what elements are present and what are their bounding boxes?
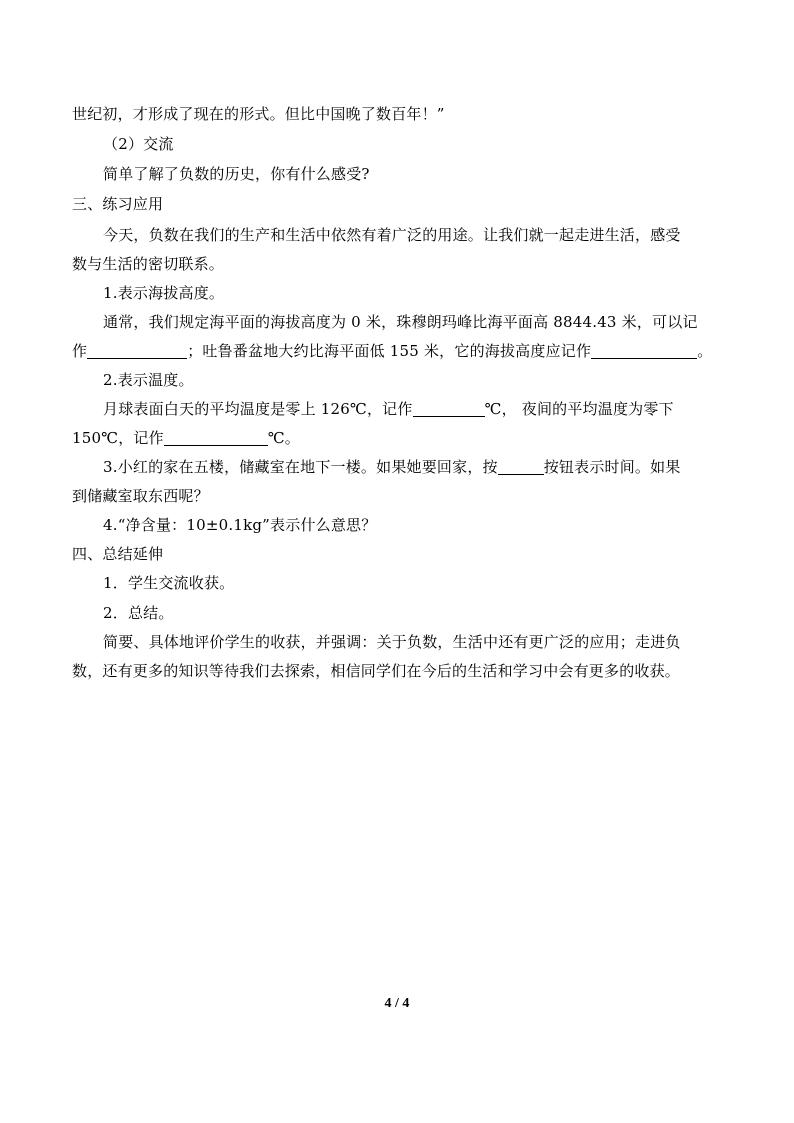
- paragraph-line: 简要、具体地评价学生的收获，并强调：关于负数，生活中还有更广泛的应用；走进负: [103, 633, 681, 651]
- text-segment: ℃， 夜间的平均温度为零下: [484, 400, 674, 418]
- list-item: 2．总结。: [103, 604, 174, 622]
- text-segment: 150℃，记作: [72, 429, 164, 447]
- text-segment: 3.小红的家在五楼，储藏室在地下一楼。如果她要回家，按: [103, 458, 498, 476]
- fill-in-blank: [591, 343, 697, 359]
- paragraph-line: [72, 427, 300, 449]
- paragraph-line: 简单了解了负数的历史，你有什么感受?: [103, 165, 370, 183]
- text-segment: 作: [72, 342, 88, 360]
- paragraph-line: 4.“净含量：10±0.1kg”表示什么意思？: [103, 516, 377, 534]
- subsection-heading: （2）交流: [103, 135, 174, 153]
- fill-in-blank: [498, 459, 544, 475]
- fill-in-blank: [87, 343, 187, 359]
- paragraph-line: 世纪初，才形成了现在的形式。但比中国晚了数百年！”: [72, 105, 445, 123]
- paragraph-line: [103, 398, 674, 420]
- paragraph-line: 今天，负数在我们的生产和生活中依然有着广泛的用途。让我们就一起走进生活，感受: [103, 226, 681, 244]
- paragraph-line: 通常，我们规定海平面的海拔高度为 0 米，珠穆朗玛峰比海平面高 8844.43 米，可以记: [103, 313, 698, 331]
- section-heading: 三、练习应用: [72, 195, 164, 213]
- text-segment: ；吐鲁番盆地大约比海平面低 155 米，它的海拔高度应记作: [187, 342, 592, 360]
- paragraph-line: [72, 340, 712, 362]
- paragraph-line: 数与生活的密切联系。: [72, 255, 225, 273]
- paragraph-line: 到储藏室取东西呢？: [72, 487, 209, 505]
- item-heading: 1.表示海拔高度。: [103, 284, 225, 302]
- text-segment: 。: [697, 342, 713, 360]
- page-number: 4 / 4: [384, 996, 410, 1011]
- item-heading: 2.表示温度。: [103, 371, 194, 389]
- list-item: 1．学生交流收获。: [103, 574, 235, 592]
- text-segment: 月球表面白天的平均温度是零上 126℃，记作: [103, 400, 413, 418]
- section-heading: 四、总结延伸: [72, 545, 164, 563]
- text-segment: 按钮表示时间。如果: [543, 458, 681, 476]
- fill-in-blank: [164, 430, 268, 446]
- fill-in-blank: [413, 401, 485, 417]
- paragraph-line: 数，还有更多的知识等待我们去探索，相信同学们在今后的生活和学习中会有更多的收获。: [72, 662, 681, 680]
- text-segment: ℃。: [267, 429, 300, 447]
- paragraph-line: [103, 456, 681, 478]
